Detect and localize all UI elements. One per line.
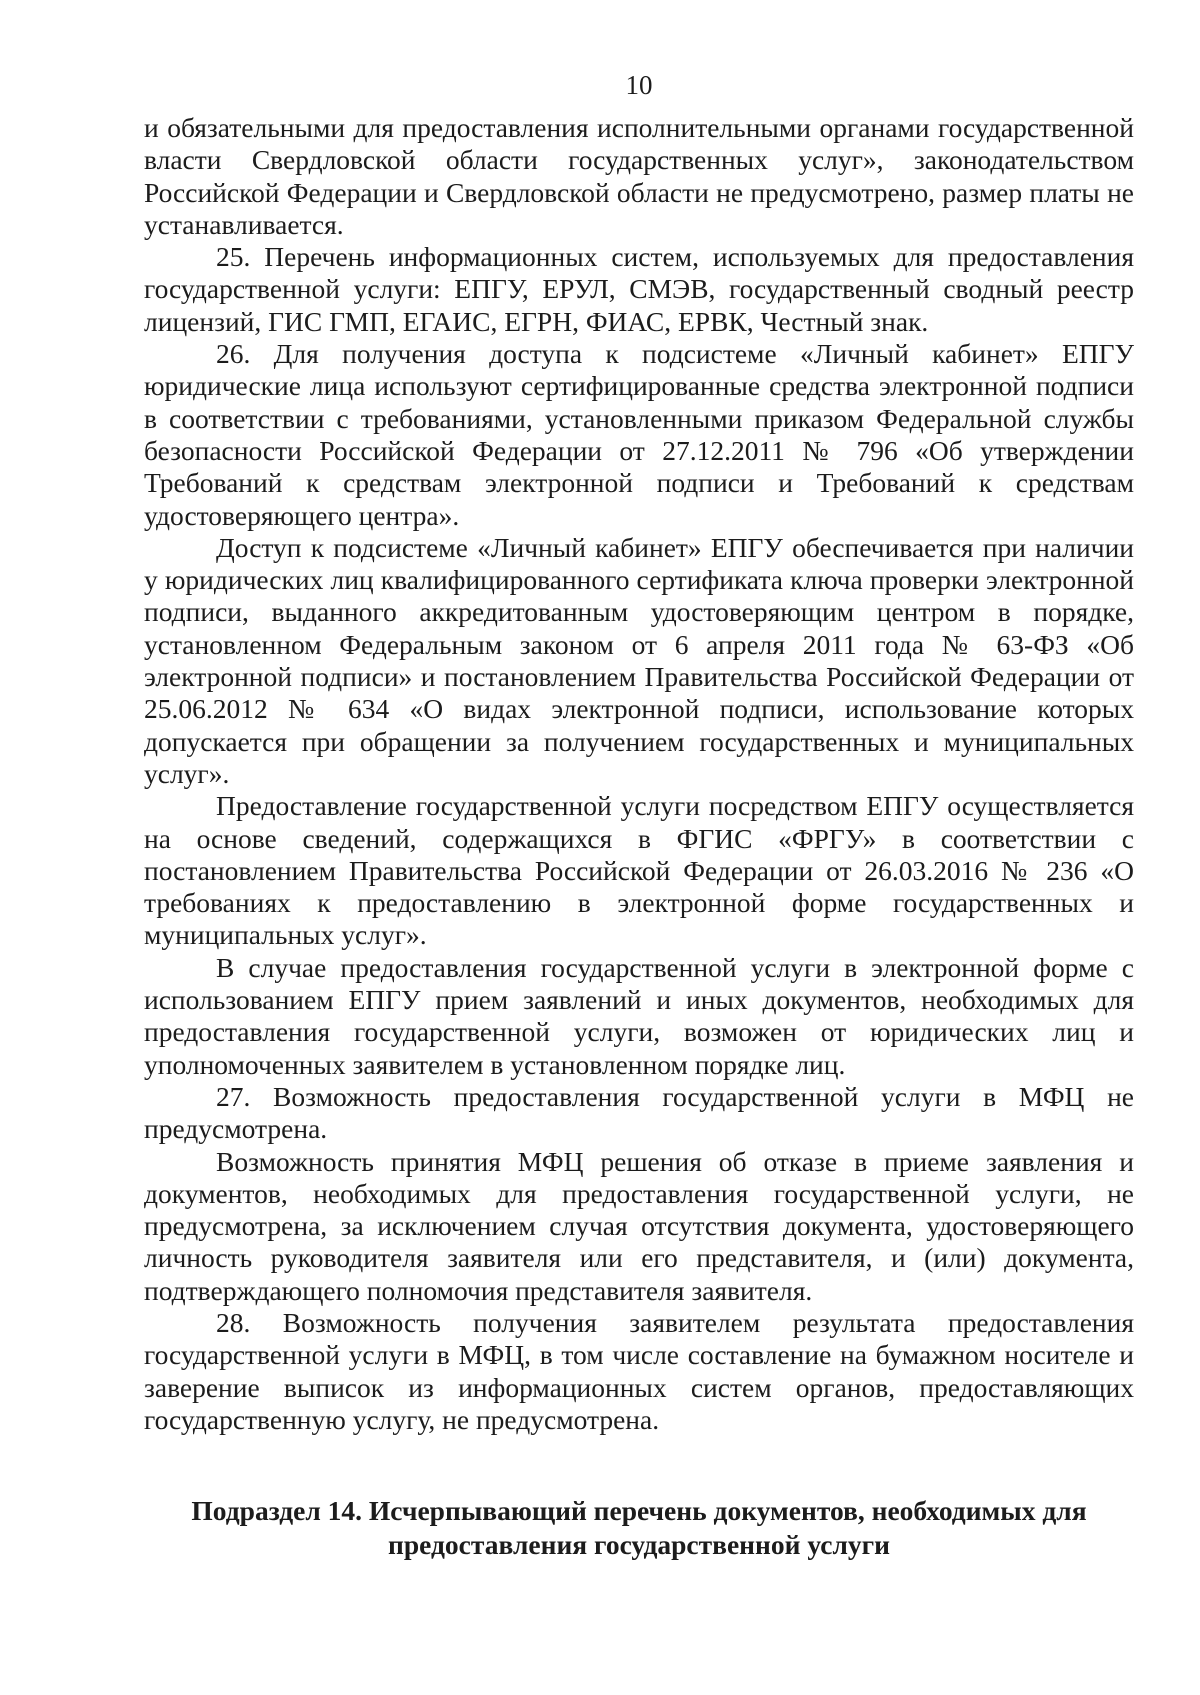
paragraph-electronic-form: В случае предоставления государственной услуги в электронной форме с использованием ЕПГУ прием заявлений и иных документов, необходимых для предоставления государственной услуги, возможен от юридических лиц и уполномоченных заявителем в установленном порядке лиц. <box>144 951 1134 1080</box>
paragraph-item-26: 26. Для получения доступа к подсистеме «Личный кабинет» ЕПГУ юридические лица используют сертифицированные средства электронной подписи в соответствии с требованиями, установленными приказом Федеральной службы безопасности Российской Федерации от 27.12.2011 № 796 «Об утверждении Требований к средствам электронной подписи и Требований к средствам удостоверяющего центра». <box>144 338 1134 531</box>
paragraph-mfc-refusal: Возможность принятия МФЦ решения об отказе в приеме заявления и документов, необходимых для предоставления государственной услуги, не предусмотрена, за исключением случая отсутствия документа, удостоверяющего личность руководителя заявителя или его представителя, и (или) документа, подтверждающего полномочия представителя заявителя. <box>144 1145 1134 1306</box>
page-number: 10 <box>625 70 653 100</box>
paragraph-provision: Предоставление государственной услуги посредством ЕПГУ осуществляется на основе сведений, содержащихся в ФГИС «ФРГУ» в соответствии с постановлением Правительства Российской Федерации от 26.03.2016 № 236 «О требованиях к предоставлению в электронной форме государственных и муниципальных услуг». <box>144 790 1134 951</box>
paragraph-item-28: 28. Возможность получения заявителем результата предоставления государственной услуги в МФЦ, в том числе составление на бумажном носителе и заверение выписок из информационных систем органов, предоставляющих государственную услугу, не предусмотрена. <box>144 1306 1134 1435</box>
paragraph-access: Доступ к подсистеме «Личный кабинет» ЕПГУ обеспечивается при наличии у юридических лиц квалифицированного сертификата ключа проверки электронной подписи, выданного аккредитованным удостоверяющим центром в порядке, установленном Федеральным законом от 6 апреля 2011 года № 63-ФЗ «Об электронной подписи» и постановлением Правительства Российской Федерации от 25.06.2012 № 634 «О видах электронной подписи, использование которых допускается при обращении за получением государственных и муниципальных услуг». <box>144 531 1134 789</box>
section-heading-line-2: предоставления государственной услуги <box>388 1529 890 1560</box>
document-body <box>144 112 1134 1436</box>
section-heading <box>144 1494 1134 1562</box>
paragraph-item-27: 27. Возможность предоставления государственной услуги в МФЦ не предусмотрена. <box>144 1080 1134 1145</box>
paragraph-continuation: и обязательными для предоставления исполнительными органами государственной власти Свердловской области государственных услуг», законодательством Российской Федерации и Свердловской области не предусмотрено, размер платы не устанавливается. <box>144 112 1134 240</box>
section-heading-line-1: Подраздел 14. Исчерпывающий перечень документов, необходимых для <box>191 1495 1087 1526</box>
paragraph-item-25: 25. Перечень информационных систем, используемых для предоставления государственной услуги: ЕПГУ, ЕРУЛ, СМЭВ, государственный сводный реестр лицензий, ГИС ГМП, ЕГАИС, ЕГРН, ФИАС, ЕРВК, Честный знак. <box>144 241 1134 337</box>
